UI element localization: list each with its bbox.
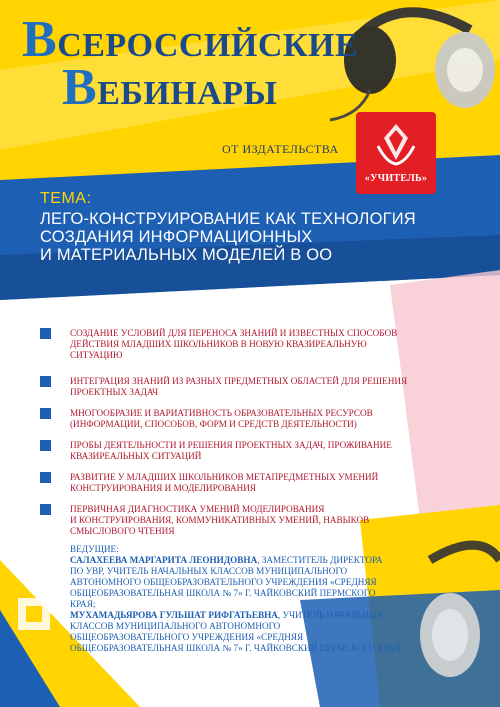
host-2-line: ОБЩЕОБРАЗОВАТЕЛЬНАЯ ШКОЛА № 7» Г. ЧАЙКОВСКИЙ ПЕРМСКОГО КРАЯ [70,643,401,653]
logo-text: «УЧИТЕЛЬ» [364,173,428,184]
host-2-line: МУХАМАДЬЯРОВА ГУЛЬШАТ РИФГАТЬЕВНА, УЧИТЕЛЬ НАЧАЛЬНЫХ [70,610,384,620]
bullet-square-icon [40,504,51,515]
list-item: СОЗДАНИЕ УСЛОВИЙ ДЛЯ ПЕРЕНОСА ЗНАНИЙ И ИЗВЕСТНЫХ СПОСОБОВ ДЕЙСТВИЯ МЛАДШИХ ШКОЛЬНИКОВ В НОВУЮ КВАЗИРЕАЛЬНУЮ СИТУАЦИЮ [40,328,460,361]
host-1-line: КРАЯ; [70,599,96,609]
host-2-line: ОБЩЕОБРАЗОВАТЕЛЬНОГО УЧРЕЖДЕНИЯ «СРЕДНЯЯ [70,632,304,642]
bullet-square-icon [40,376,51,387]
topic-text [40,210,460,264]
list-item: ПЕРВИЧНАЯ ДИАГНОСТИКА УМЕНИЙ МОДЕЛИРОВАНИЯ И КОНСТРУИРОВАНИЯ, КОММУНИКАТИВНЫХ УМЕНИЙ, НАВЫКОВ СМЫСЛОВОГО ЧТЕНИЯ [40,504,460,537]
title-initial-2: В [62,59,98,116]
topics-list [40,328,460,537]
bullet-square-icon [40,328,51,339]
topic-line: СОЗДАНИЯ ИНФОРМАЦИОННЫХ [40,228,313,246]
topic-label: ТЕМА: [40,190,92,207]
host-2-name: МУХАМАДЬЯРОВА ГУЛЬШАТ РИФГАТЬЕВНА [70,610,278,620]
bullet-square-icon [40,408,51,419]
bullet-square-icon [40,472,51,483]
host-1-line: АВТОНОМНОГО ОБЩЕОБРАЗОВАТЕЛЬНОГО УЧРЕЖДЕНИЯ «СРЕДНЯЯ [70,577,377,587]
title-rest-1: СЕРОССИЙСКИЕ [57,27,359,64]
title-line-2 [62,59,278,116]
host-1-name: САЛАХЕЕВА МАРГАРИТА ЛЕОНИДОВНА [70,555,258,565]
title-rest-2: ЕБИНАРЫ [97,75,278,112]
host-2-line: КЛАССОВ МУНИЦИПАЛЬНОГО АВТОНОМНОГО [70,621,281,631]
publisher-logo [356,112,436,194]
host-1-line: ПО УВР, УЧИТЕЛЬ НАЧАЛЬНЫХ КЛАССОВ МУНИЦИПАЛЬНОГО [70,566,348,576]
topic-line: И МАТЕРИАЛЬНЫХ МОДЕЛЕЙ В ОО [40,246,333,264]
host-1-line: САЛАХЕЕВА МАРГАРИТА ЛЕОНИДОВНА, ЗАМЕСТИТЕЛЬ ДИРЕКТОРА [70,555,383,565]
title-initial-1: В [22,11,58,68]
list-item: ИНТЕГРАЦИЯ ЗНАНИЙ ИЗ РАЗНЫХ ПРЕДМЕТНЫХ ОБЛАСТЕЙ ДЛЯ РЕШЕНИЯ ПРОЕКТНЫХ ЗАДАЧ [40,376,460,398]
list-item: ПРОБЫ ДЕЯТЕЛЬНОСТИ И РЕШЕНИЯ ПРОЕКТНЫХ ЗАДАЧ, ПРОЖИВАНИЕ КВАЗИРЕАЛЬНЫХ СИТУАЦИЙ [40,440,460,462]
publisher-label: ОТ ИЗДАТЕЛЬСТВА [222,142,339,156]
host-1-line: ОБЩЕОБРАЗОВАТЕЛЬНАЯ ШКОЛА № 7» Г. ЧАЙКОВСКИЙ ПЕРМСКОГО [70,588,376,598]
hosts-label: ВЕДУЩИЕ: [70,544,119,554]
logo-mark-icon [356,116,436,172]
topic-line: ЛЕГО-КОНСТРУИРОВАНИЕ КАК ТЕХНОЛОГИЯ [40,210,416,228]
list-item: МНОГООБРАЗИЕ И ВАРИАТИВНОСТЬ ОБРАЗОВАТЕЛЬНЫХ РЕСУРСОВ (ИНФОРМАЦИИ, СПОСОБОВ, ФОРМ И СРЕДСТВ ДЕЯТЕЛЬНОСТИ) [40,408,460,430]
bullet-square-icon [40,440,51,451]
hosts-section [70,544,450,654]
list-item: РАЗВИТИЕ У МЛАДШИХ ШКОЛЬНИКОВ МЕТАПРЕДМЕТНЫХ УМЕНИЙ КОНСТРУИРОВАНИЯ И МОДЕЛИРОВАНИЯ [40,472,460,494]
